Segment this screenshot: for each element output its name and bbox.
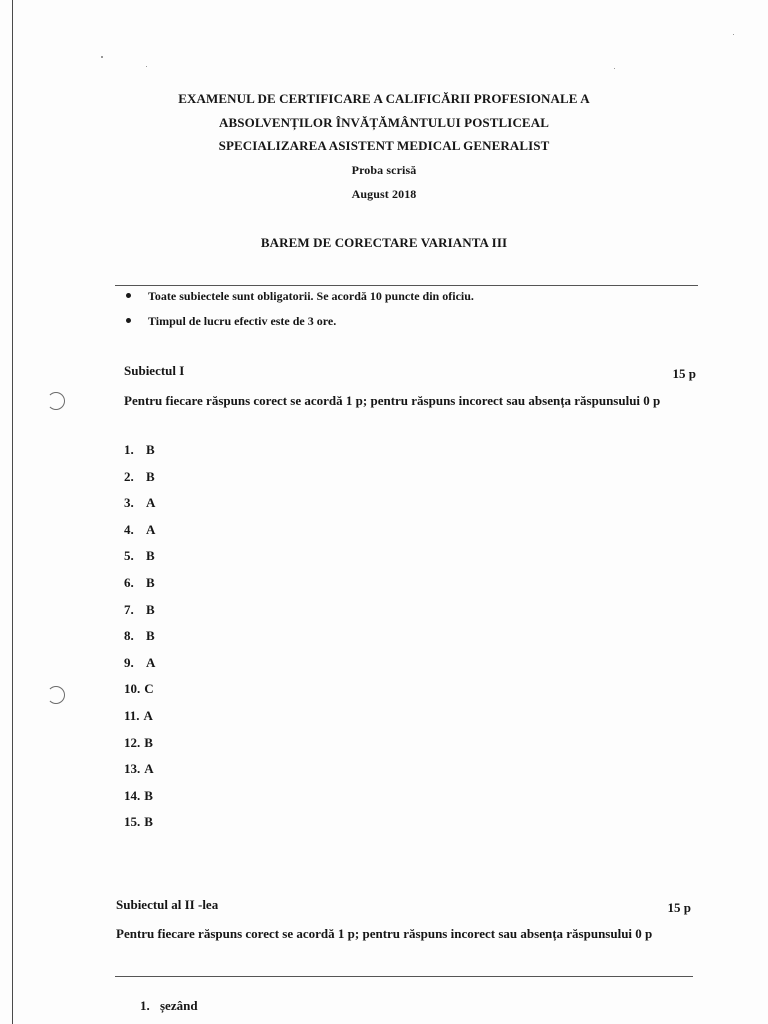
answer-item: 7. B	[124, 601, 155, 617]
subject-2-answer-list	[140, 996, 198, 1020]
subject-1-instructions: Pentru fiecare răspuns corect se acordă 1 p; pentru răspuns incorect sau absența răspunsului 0 p	[124, 393, 661, 408]
scan-speck	[614, 68, 615, 69]
answer-item: 4. A	[124, 521, 156, 537]
divider	[115, 976, 693, 977]
note-item: Toate subiectele sunt obligatorii. Se acordă 10 puncte din oficiu.	[124, 288, 474, 313]
answer-item: 8. B	[124, 628, 155, 644]
answer-item: 9. A	[124, 654, 156, 670]
punch-hole-icon	[47, 686, 65, 704]
bullet-icon	[126, 293, 131, 298]
subject-2-title: Subiectul al II -lea	[116, 897, 219, 912]
scan-speck	[146, 66, 147, 67]
general-notes	[124, 288, 474, 338]
answer-item: 14. B	[124, 787, 153, 803]
subject-2-instructions: Pentru fiecare răspuns corect se acordă 1 p; pentru răspuns incorect sau absența răspunsului 0 p	[116, 926, 653, 941]
punch-hole-icon	[47, 392, 65, 410]
answer-item: 6. B	[124, 574, 155, 590]
answer-item: 15. B	[124, 814, 153, 830]
answer-item: 10. C	[124, 681, 154, 697]
answer-item: 13. A	[124, 761, 154, 777]
document-title: BAREM DE CORECTARE VARIANTA III	[260, 235, 508, 250]
note-item: Timpul de lucru efectiv este de 3 ore.	[124, 313, 474, 338]
exam-title-line-3: SPECIALIZAREA ASISTENT MEDICAL GENERALIST	[218, 138, 550, 153]
answer-item: 1. B	[124, 442, 155, 457]
answer-item: 2. B	[124, 468, 155, 484]
exam-type: Proba scrisă	[351, 163, 417, 177]
answer-item: 12. B	[124, 734, 153, 750]
scan-speck	[733, 34, 734, 35]
subject-1-title: Subiectul I	[124, 363, 185, 378]
answer-item: 3. A	[124, 495, 156, 511]
subject-2-points: 15 p	[667, 900, 691, 915]
subject-1-points: 15 p	[672, 366, 696, 381]
scan-speck	[101, 56, 103, 58]
answer-item: 5. B	[124, 548, 155, 564]
exam-title-line-1: EXAMENUL DE CERTIFICARE A CALIFICĂRII PROFESIONALE A	[178, 91, 590, 106]
answer-item: 11. A	[124, 707, 153, 723]
bullet-icon	[126, 318, 131, 323]
subject-1-answer-list	[124, 440, 155, 839]
exam-title-line-2: ABSOLVENȚILOR ÎNVĂȚĂMÂNTULUI POSTLICEAL	[219, 115, 549, 130]
divider	[115, 285, 698, 286]
answer-item: 1. șezând	[140, 998, 198, 1013]
exam-session: August 2018	[351, 187, 417, 201]
